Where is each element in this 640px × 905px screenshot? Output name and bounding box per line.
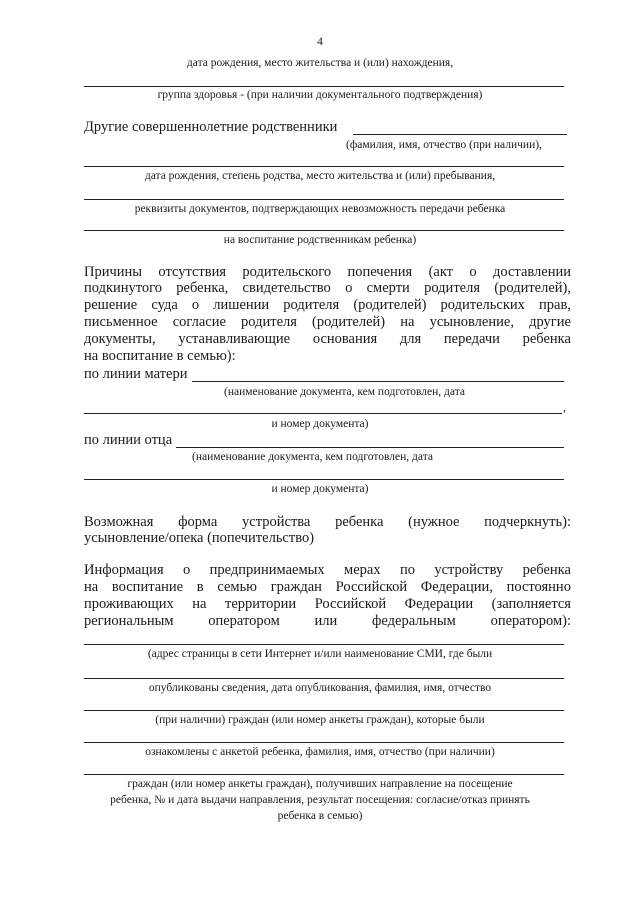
info-line-1: Информация о предпринимаемых мерах по устройству ребенка <box>84 562 571 578</box>
mother-underline <box>192 381 564 382</box>
caption-relatives-docs-cont: на воспитание родственникам ребенка) <box>223 234 417 246</box>
reasons-line-4: письменное согласие родителя (родителей) на усыновление, другие <box>84 314 571 330</box>
comma: , <box>563 402 566 414</box>
reasons-line-6: на воспитание в семью): <box>84 348 236 364</box>
caption-relatives-docs: реквизиты документов, подтверждающих невозможность передачи ребенка <box>134 203 506 215</box>
caption-info-1: (адрес страницы в сети Интернет и/или наименование СМИ, где были <box>147 648 493 660</box>
caption-health-group: группа здоровья - (при наличии документального подтверждения) <box>157 89 483 101</box>
reasons-line-2: подкинутого ребенка, свидетельство о смерти родителя (родителей), <box>84 280 571 296</box>
underline <box>84 742 564 743</box>
caption-doc-number-mother: и номер документа) <box>271 418 369 430</box>
caption-info-4: ознакомлены с анкетой ребенка, фамилия, имя, отчество (при наличии) <box>145 746 495 758</box>
father-underline <box>176 447 564 448</box>
caption-mother-birth: дата рождения, место жительства и (или) нахождения, <box>186 57 454 69</box>
reasons-line-1: Причины отсутствия родительского попечения (акт о доставлении <box>84 264 571 280</box>
relatives-underline <box>353 134 567 135</box>
relatives-label: Другие совершеннолетние родственники <box>84 119 338 135</box>
page-number: 4 <box>317 36 323 48</box>
caption-info-2: опубликованы сведения, дата опубликования, фамилия, имя, отчество <box>148 682 492 694</box>
underline <box>84 479 564 480</box>
underline <box>84 678 564 679</box>
underline <box>84 710 564 711</box>
underline <box>84 413 562 414</box>
info-line-3: проживающих на территории Российской Федерации (заполняется <box>84 596 571 612</box>
caption-relatives-birth: дата рождения, степень родства, место жительства и (или) пребывания, <box>144 170 496 182</box>
caption-doc-name-father: (наименование документа, кем подготовлен, дата <box>192 451 433 463</box>
caption-info-5: граждан (или номер анкеты граждан), получивших направление на посещение <box>127 778 513 790</box>
reasons-line-5: документы, устанавливающие основания для передачи ребенка <box>84 331 571 347</box>
caption-doc-number-father: и номер документа) <box>271 483 369 495</box>
caption-doc-name-mother: (наименование документа, кем подготовлен, дата <box>224 386 465 398</box>
info-line-4: региональным оператором или федеральным оператором): <box>84 613 571 629</box>
mother-line-label: по линии матери <box>84 366 188 382</box>
underline <box>84 199 564 200</box>
underline <box>84 644 564 645</box>
caption-info-7: ребенка в семью) <box>277 810 363 822</box>
underline <box>84 774 564 775</box>
caption-info-3: (при наличии) граждан (или номер анкеты граждан), которые были <box>155 714 485 726</box>
underline <box>84 230 564 231</box>
caption-relatives-fio: (фамилия, имя, отчество (при наличии), <box>346 139 542 151</box>
father-line-label: по линии отца <box>84 432 173 448</box>
reasons-line-3: решение суда о лишении родителя (родителей) родительских прав, <box>84 297 571 313</box>
info-line-2: на воспитание в семью граждан Российской Федерации, постоянно <box>84 579 571 595</box>
underline <box>84 166 564 167</box>
caption-info-6: ребенка, № и дата выдачи направления, результат посещения: согласие/отказ принять <box>110 794 530 806</box>
form-line-2: усыновление/опека (попечительство) <box>84 530 315 546</box>
form-line-1: Возможная форма устройства ребенка (нужное подчеркнуть): <box>84 514 571 530</box>
underline <box>84 86 564 87</box>
